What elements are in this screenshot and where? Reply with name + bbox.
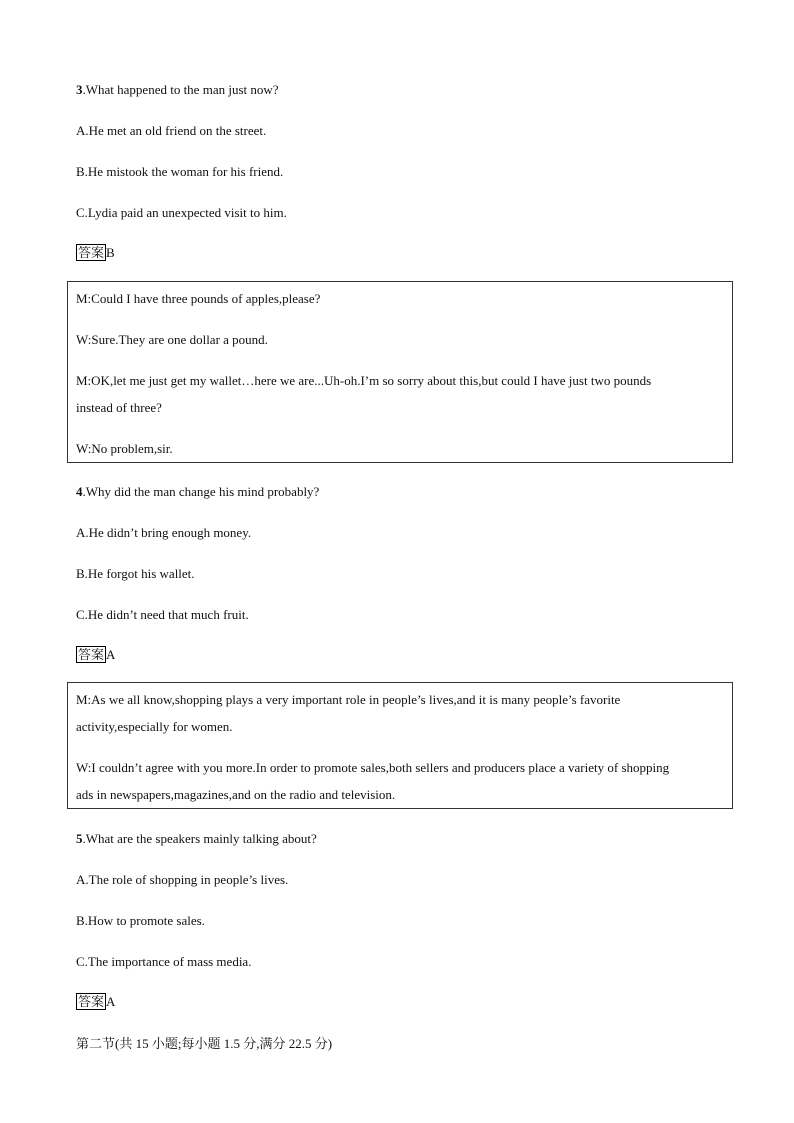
transcript-line: M:Could I have three pounds of apples,please? [76, 291, 321, 306]
transcript-line: W:I couldn’t agree with you more.In order to promote sales,both sellers and producers place a variety of shopping [76, 760, 670, 775]
question-number: 5 [76, 831, 83, 846]
question-4-option-a: A.He didn’t bring enough money. [76, 525, 252, 540]
question-4-option-c: C.He didn’t need that much fruit. [76, 607, 249, 622]
transcript-line: activity,especially for women. [76, 719, 233, 734]
question-5-option-a: A.The role of shopping in people’s lives. [76, 872, 289, 887]
transcript-line: M:As we all know,shopping plays a very important role in people’s lives,and it is many people’s favorite [76, 692, 621, 707]
question-number: 4 [76, 484, 83, 499]
question-number: 3 [76, 82, 83, 97]
question-3-option-c: C.Lydia paid an unexpected visit to him. [76, 205, 287, 220]
answer-tag: 答案 [78, 245, 105, 260]
question-4-option-b: B.He forgot his wallet. [76, 566, 195, 581]
answer-value: A [106, 647, 116, 662]
transcript-line: W:No problem,sir. [76, 441, 173, 456]
question-5-option-c: C.The importance of mass media. [76, 954, 252, 969]
answer-value: A [106, 994, 116, 1009]
question-5-stem: 5.What are the speakers mainly talking about? [76, 831, 317, 846]
question-4-answer [76, 647, 115, 663]
answer-tag: 答案 [78, 647, 105, 662]
answer-value: B [106, 245, 115, 260]
question-3-option-b: B.He mistook the woman for his friend. [76, 164, 284, 179]
answer-tag: 答案 [78, 994, 105, 1009]
question-3-option-a: A.He met an old friend on the street. [76, 123, 267, 138]
transcript-line: M:OK,let me just get my wallet…here we are...Uh-oh.I’m so sorry about this,but could I have just two pounds [76, 373, 652, 388]
transcript-line: ads in newspapers,magazines,and on the radio and television. [76, 787, 396, 802]
transcript-box-1 [67, 281, 733, 463]
question-5-option-b: B.How to promote sales. [76, 913, 205, 928]
question-3-answer [76, 245, 115, 261]
transcript-line: W:Sure.They are one dollar a pound. [76, 332, 268, 347]
transcript-line: instead of three? [76, 400, 162, 415]
section-heading: 第二节(共 15 小题;每小题 1.5 分,满分 22.5 分) [76, 1036, 333, 1051]
question-4-stem: 4.Why did the man change his mind probably? [76, 484, 320, 499]
transcript-box-2 [67, 682, 733, 809]
question-3-stem: 3.What happened to the man just now? [76, 82, 279, 97]
question-5-answer [76, 994, 115, 1010]
